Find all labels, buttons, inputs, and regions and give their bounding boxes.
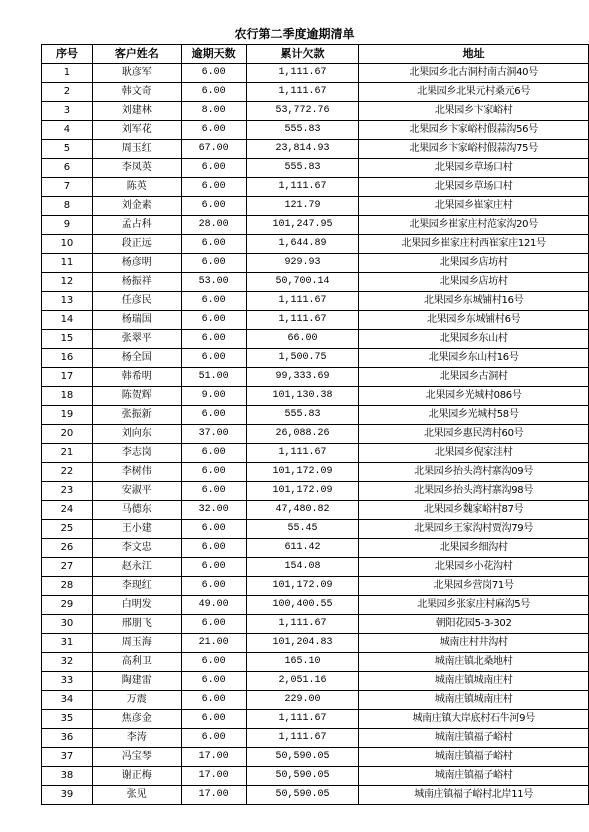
col-header-customer-name: 客户姓名 [92, 45, 181, 64]
cell-index: 15 [42, 330, 93, 349]
cell-total-debt: 1,111.67 [246, 178, 359, 197]
cell-total-debt: 101,172.09 [246, 577, 359, 596]
cell-index: 21 [42, 444, 93, 463]
cell-customer-name: 周玉海 [92, 634, 181, 653]
cell-address: 北果园乡崔家庄村 [359, 197, 589, 216]
table-row [42, 653, 589, 672]
cell-address: 北果园乡崔家庄村范家沟20号 [359, 216, 589, 235]
cell-address: 北果园乡东山村16号 [359, 349, 589, 368]
cell-customer-name: 李现红 [92, 577, 181, 596]
cell-total-debt: 555.83 [246, 159, 359, 178]
cell-index: 8 [42, 197, 93, 216]
cell-total-debt: 101,247.95 [246, 216, 359, 235]
cell-customer-name: 焦彦金 [92, 710, 181, 729]
cell-index: 1 [42, 64, 93, 83]
cell-overdue-days: 53.00 [181, 273, 246, 292]
cell-index: 25 [42, 520, 93, 539]
cell-address: 北果园乡草场口村 [359, 178, 589, 197]
cell-customer-name: 段正远 [92, 235, 181, 254]
cell-address: 城南庄镇福子峪村北岸11号 [359, 786, 589, 805]
col-header-address: 地址 [359, 45, 589, 64]
cell-index: 3 [42, 102, 93, 121]
cell-overdue-days: 6.00 [181, 197, 246, 216]
cell-address: 城南庄镇大岸底村石牛河9号 [359, 710, 589, 729]
cell-address: 北果园乡店坊村 [359, 273, 589, 292]
cell-index: 31 [42, 634, 93, 653]
cell-total-debt: 555.83 [246, 406, 359, 425]
cell-overdue-days: 6.00 [181, 311, 246, 330]
table-row [42, 482, 589, 501]
cell-overdue-days: 6.00 [181, 292, 246, 311]
cell-total-debt: 1,111.67 [246, 729, 359, 748]
cell-total-debt: 101,172.09 [246, 482, 359, 501]
cell-customer-name: 杨瑞国 [92, 311, 181, 330]
table-row [42, 235, 589, 254]
table-row [42, 368, 589, 387]
cell-overdue-days: 32.00 [181, 501, 246, 520]
cell-total-debt: 1,111.67 [246, 64, 359, 83]
cell-customer-name: 任彦民 [92, 292, 181, 311]
cell-overdue-days: 6.00 [181, 463, 246, 482]
cell-overdue-days: 6.00 [181, 83, 246, 102]
cell-index: 37 [42, 748, 93, 767]
cell-overdue-days: 6.00 [181, 406, 246, 425]
cell-total-debt: 47,480.82 [246, 501, 359, 520]
cell-address: 北果园乡细沟村 [359, 539, 589, 558]
cell-index: 24 [42, 501, 93, 520]
cell-index: 17 [42, 368, 93, 387]
cell-total-debt: 154.08 [246, 558, 359, 577]
cell-address: 城南庄镇福子峪村 [359, 767, 589, 786]
cell-customer-name: 李文忠 [92, 539, 181, 558]
cell-index: 2 [42, 83, 93, 102]
cell-overdue-days: 6.00 [181, 330, 246, 349]
cell-address: 北果园乡卞家峪村假蒜沟75号 [359, 140, 589, 159]
cell-total-debt: 929.93 [246, 254, 359, 273]
header-row [42, 45, 589, 64]
cell-total-debt: 100,400.55 [246, 596, 359, 615]
cell-total-debt: 555.83 [246, 121, 359, 140]
cell-index: 5 [42, 140, 93, 159]
cell-index: 6 [42, 159, 93, 178]
cell-overdue-days: 6.00 [181, 729, 246, 748]
table-row [42, 672, 589, 691]
cell-overdue-days: 6.00 [181, 672, 246, 691]
cell-address: 北果园乡东城铺村6号 [359, 311, 589, 330]
cell-customer-name: 李志岗 [92, 444, 181, 463]
table-row [42, 425, 589, 444]
cell-customer-name: 陈英 [92, 178, 181, 197]
table-row [42, 596, 589, 615]
cell-total-debt: 1,111.67 [246, 311, 359, 330]
cell-overdue-days: 6.00 [181, 615, 246, 634]
table-row [42, 121, 589, 140]
cell-customer-name: 韩希明 [92, 368, 181, 387]
cell-total-debt: 101,130.38 [246, 387, 359, 406]
cell-total-debt: 50,590.05 [246, 786, 359, 805]
cell-index: 14 [42, 311, 93, 330]
cell-overdue-days: 6.00 [181, 444, 246, 463]
cell-index: 30 [42, 615, 93, 634]
cell-index: 11 [42, 254, 93, 273]
cell-customer-name: 李涛 [92, 729, 181, 748]
table-row [42, 311, 589, 330]
table-row [42, 691, 589, 710]
cell-index: 29 [42, 596, 93, 615]
cell-index: 33 [42, 672, 93, 691]
cell-customer-name: 安淑平 [92, 482, 181, 501]
cell-address: 城南庄村井沟村 [359, 634, 589, 653]
cell-customer-name: 周玉红 [92, 140, 181, 159]
cell-address: 北果园乡店坊村 [359, 254, 589, 273]
cell-total-debt: 99,333.69 [246, 368, 359, 387]
cell-address: 北果园乡光城村58号 [359, 406, 589, 425]
cell-overdue-days: 6.00 [181, 539, 246, 558]
cell-index: 19 [42, 406, 93, 425]
cell-index: 39 [42, 786, 93, 805]
cell-address: 北果园乡卞家峪村 [359, 102, 589, 121]
cell-overdue-days: 17.00 [181, 786, 246, 805]
cell-address: 北果园乡小花沟村 [359, 558, 589, 577]
cell-customer-name: 马德东 [92, 501, 181, 520]
cell-overdue-days: 28.00 [181, 216, 246, 235]
cell-address: 北果园乡北果元村桑元6号 [359, 83, 589, 102]
table-row [42, 254, 589, 273]
cell-customer-name: 杨振祥 [92, 273, 181, 292]
cell-overdue-days: 6.00 [181, 64, 246, 83]
cell-total-debt: 229.00 [246, 691, 359, 710]
cell-overdue-days: 6.00 [181, 653, 246, 672]
cell-overdue-days: 37.00 [181, 425, 246, 444]
cell-customer-name: 刘建林 [92, 102, 181, 121]
cell-customer-name: 张振新 [92, 406, 181, 425]
cell-total-debt: 101,204.83 [246, 634, 359, 653]
cell-customer-name: 赵永江 [92, 558, 181, 577]
cell-address: 城南庄镇北桑地村 [359, 653, 589, 672]
cell-customer-name: 李凤英 [92, 159, 181, 178]
table-row [42, 387, 589, 406]
cell-address: 北果园乡王家沟村贾沟79号 [359, 520, 589, 539]
table-body [42, 64, 589, 805]
cell-index: 36 [42, 729, 93, 748]
table-row [42, 64, 589, 83]
col-header-index: 序号 [42, 45, 93, 64]
col-header-overdue-days: 逾期天数 [181, 45, 246, 64]
table-row [42, 178, 589, 197]
table-row [42, 539, 589, 558]
cell-customer-name: 白明发 [92, 596, 181, 615]
cell-customer-name: 刘军花 [92, 121, 181, 140]
cell-address: 北果园乡惠民湾村60号 [359, 425, 589, 444]
cell-index: 35 [42, 710, 93, 729]
cell-customer-name: 冯宝琴 [92, 748, 181, 767]
table-row [42, 634, 589, 653]
cell-total-debt: 50,700.14 [246, 273, 359, 292]
cell-total-debt: 23,814.93 [246, 140, 359, 159]
cell-overdue-days: 6.00 [181, 178, 246, 197]
cell-customer-name: 孟占科 [92, 216, 181, 235]
cell-address: 北果园乡营岗71号 [359, 577, 589, 596]
cell-customer-name: 邢朋飞 [92, 615, 181, 634]
cell-index: 34 [42, 691, 93, 710]
cell-overdue-days: 6.00 [181, 254, 246, 273]
cell-overdue-days: 6.00 [181, 235, 246, 254]
cell-overdue-days: 6.00 [181, 520, 246, 539]
cell-address: 北果园乡草场口村 [359, 159, 589, 178]
cell-customer-name: 杨全国 [92, 349, 181, 368]
table-row [42, 748, 589, 767]
cell-overdue-days: 21.00 [181, 634, 246, 653]
table-row [42, 273, 589, 292]
cell-total-debt: 55.45 [246, 520, 359, 539]
cell-total-debt: 26,088.26 [246, 425, 359, 444]
cell-address: 北果园乡倪家洼村 [359, 444, 589, 463]
cell-index: 22 [42, 463, 93, 482]
overdue-table [41, 44, 589, 805]
cell-address: 城南庄镇福子峪村 [359, 729, 589, 748]
cell-overdue-days: 9.00 [181, 387, 246, 406]
table-row [42, 140, 589, 159]
cell-address: 北果园乡张家庄村麻沟5号 [359, 596, 589, 615]
cell-overdue-days: 17.00 [181, 767, 246, 786]
cell-total-debt: 101,172.09 [246, 463, 359, 482]
cell-customer-name: 王小建 [92, 520, 181, 539]
cell-customer-name: 耿彦军 [92, 64, 181, 83]
cell-total-debt: 165.10 [246, 653, 359, 672]
cell-index: 10 [42, 235, 93, 254]
cell-customer-name: 张翠平 [92, 330, 181, 349]
cell-index: 26 [42, 539, 93, 558]
cell-total-debt: 121.79 [246, 197, 359, 216]
table-row [42, 102, 589, 121]
cell-index: 13 [42, 292, 93, 311]
cell-customer-name: 陶建雷 [92, 672, 181, 691]
cell-address: 北果园乡古洞村 [359, 368, 589, 387]
table-row [42, 786, 589, 805]
cell-index: 27 [42, 558, 93, 577]
cell-customer-name: 张见 [92, 786, 181, 805]
cell-total-debt: 50,590.05 [246, 767, 359, 786]
cell-total-debt: 1,111.67 [246, 292, 359, 311]
cell-customer-name: 韩文奇 [92, 83, 181, 102]
table-row [42, 729, 589, 748]
cell-total-debt: 1,500.75 [246, 349, 359, 368]
cell-overdue-days: 49.00 [181, 596, 246, 615]
table-row [42, 197, 589, 216]
cell-total-debt: 53,772.76 [246, 102, 359, 121]
cell-total-debt: 2,051.16 [246, 672, 359, 691]
cell-total-debt: 1,111.67 [246, 710, 359, 729]
cell-total-debt: 50,590.05 [246, 748, 359, 767]
cell-address: 朝阳花园5-3-302 [359, 615, 589, 634]
table-row [42, 159, 589, 178]
table-row [42, 577, 589, 596]
cell-customer-name: 万震 [92, 691, 181, 710]
cell-address: 北果园乡北古洞村南古洞40号 [359, 64, 589, 83]
table-row [42, 330, 589, 349]
cell-address: 北果园乡光城村086号 [359, 387, 589, 406]
cell-index: 7 [42, 178, 93, 197]
cell-address: 城南庄镇福子峪村 [359, 748, 589, 767]
cell-address: 北果园乡抬头湾村寨沟98号 [359, 482, 589, 501]
table-row [42, 710, 589, 729]
cell-total-debt: 1,111.67 [246, 83, 359, 102]
cell-index: 23 [42, 482, 93, 501]
cell-total-debt: 66.00 [246, 330, 359, 349]
table-row [42, 463, 589, 482]
col-header-total-debt: 累计欠款 [246, 45, 359, 64]
cell-customer-name: 刘向东 [92, 425, 181, 444]
cell-address: 北果园乡卞家峪村假蒜沟56号 [359, 121, 589, 140]
cell-customer-name: 高利卫 [92, 653, 181, 672]
cell-index: 12 [42, 273, 93, 292]
cell-overdue-days: 6.00 [181, 691, 246, 710]
table-row [42, 558, 589, 577]
cell-index: 38 [42, 767, 93, 786]
cell-address: 北果园乡魏家峪村87号 [359, 501, 589, 520]
cell-total-debt: 611.42 [246, 539, 359, 558]
cell-index: 28 [42, 577, 93, 596]
cell-overdue-days: 17.00 [181, 748, 246, 767]
cell-overdue-days: 8.00 [181, 102, 246, 121]
cell-total-debt: 1,111.67 [246, 444, 359, 463]
cell-index: 16 [42, 349, 93, 368]
document-title: 农行第二季度逾期清单 [234, 27, 355, 41]
cell-overdue-days: 6.00 [181, 159, 246, 178]
cell-total-debt: 1,644.89 [246, 235, 359, 254]
cell-customer-name: 李树伟 [92, 463, 181, 482]
cell-address: 北果园乡东城铺村16号 [359, 292, 589, 311]
table-row [42, 615, 589, 634]
cell-total-debt: 1,111.67 [246, 615, 359, 634]
cell-overdue-days: 67.00 [181, 140, 246, 159]
cell-customer-name: 谢正梅 [92, 767, 181, 786]
cell-address: 城南庄镇城南庄村 [359, 691, 589, 710]
cell-index: 9 [42, 216, 93, 235]
cell-overdue-days: 6.00 [181, 558, 246, 577]
cell-customer-name: 陈贺辉 [92, 387, 181, 406]
cell-address: 北果园乡东山村 [359, 330, 589, 349]
cell-overdue-days: 6.00 [181, 349, 246, 368]
cell-index: 4 [42, 121, 93, 140]
cell-overdue-days: 6.00 [181, 121, 246, 140]
cell-overdue-days: 6.00 [181, 482, 246, 501]
cell-address: 北果园乡抬头湾村寨沟09号 [359, 463, 589, 482]
table-row [42, 767, 589, 786]
table-row [42, 406, 589, 425]
cell-address: 城南庄镇城南庄村 [359, 672, 589, 691]
cell-overdue-days: 6.00 [181, 577, 246, 596]
table-row [42, 292, 589, 311]
cell-index: 18 [42, 387, 93, 406]
cell-overdue-days: 51.00 [181, 368, 246, 387]
table-row [42, 349, 589, 368]
table-row [42, 444, 589, 463]
table-row [42, 216, 589, 235]
cell-customer-name: 刘金素 [92, 197, 181, 216]
cell-index: 32 [42, 653, 93, 672]
cell-overdue-days: 6.00 [181, 710, 246, 729]
table-row [42, 520, 589, 539]
cell-customer-name: 杨彦明 [92, 254, 181, 273]
table-row [42, 83, 589, 102]
cell-address: 北果园乡崔家庄村西崔家庄121号 [359, 235, 589, 254]
table-row [42, 501, 589, 520]
cell-index: 20 [42, 425, 93, 444]
